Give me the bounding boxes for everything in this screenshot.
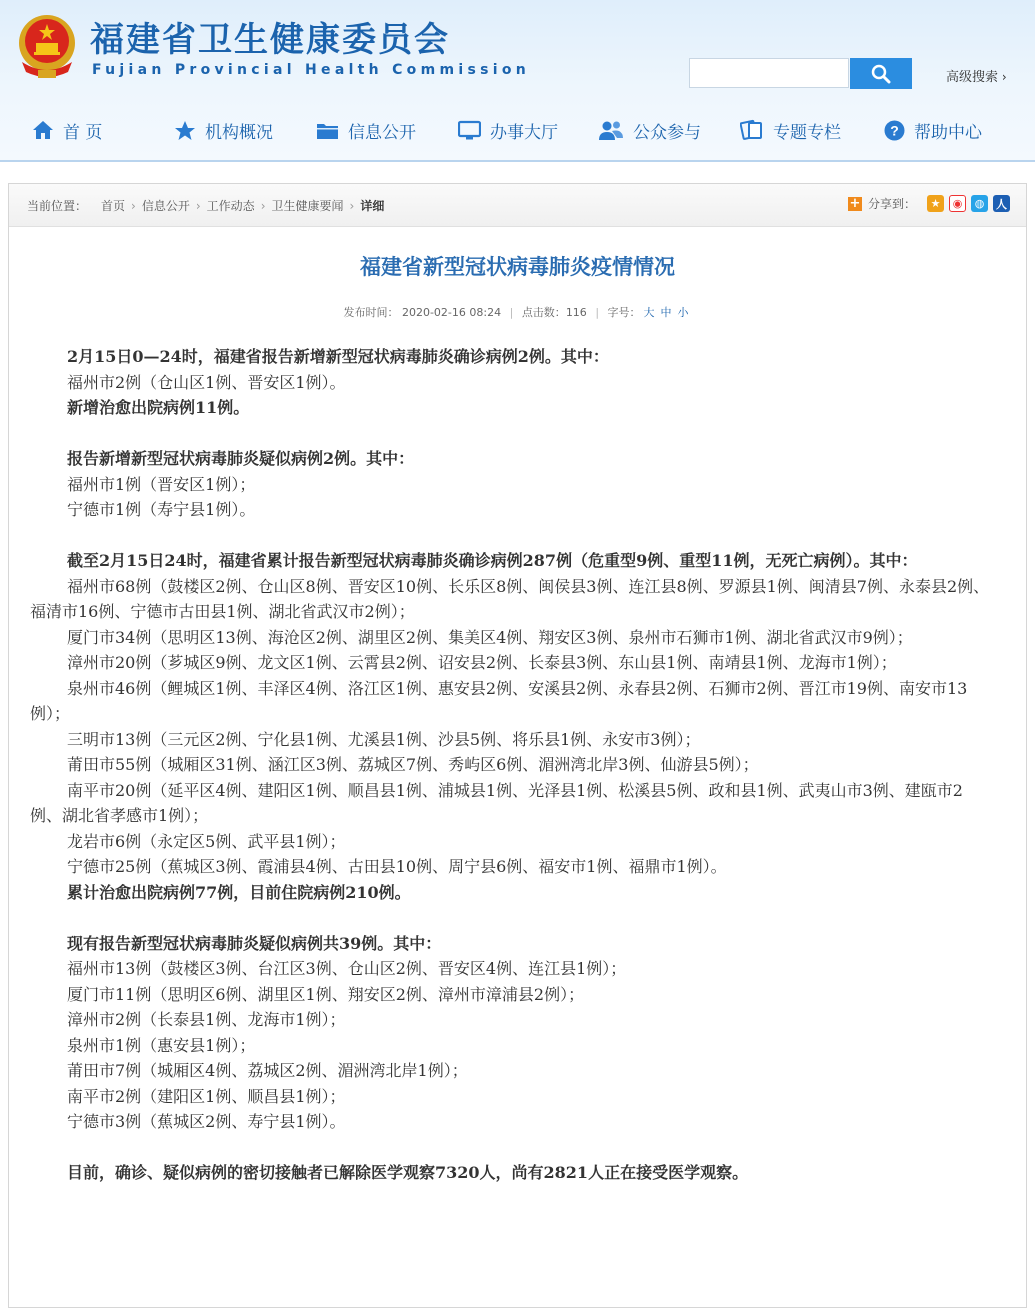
- svg-text:?: ?: [890, 122, 899, 138]
- paragraph-spacer: [30, 421, 990, 447]
- article-meta: [9, 304, 1026, 320]
- article-title: 福建省新型冠状病毒肺炎疫情情况: [360, 254, 675, 279]
- share-bar: [848, 195, 1010, 212]
- font-size-medium[interactable]: 中: [660, 306, 672, 319]
- breadcrumb-home[interactable]: 首页: [101, 199, 126, 213]
- search-input[interactable]: [689, 58, 849, 88]
- breadcrumb-info-public[interactable]: 信息公开: [141, 199, 190, 213]
- search-icon: [871, 64, 891, 84]
- breadcrumb-work-news[interactable]: 工作动态: [206, 199, 255, 213]
- nav-home[interactable]: [32, 116, 102, 144]
- home-icon: [32, 120, 54, 140]
- nav-label: 公众参与: [633, 122, 701, 143]
- article-paragraph: 南平市2例（建阳区1例、顺昌县1例）；: [67, 1086, 346, 1106]
- renren-share-icon[interactable]: 人: [993, 195, 1010, 212]
- article-paragraph: 福州市2例（仓山区1例、晋安区1例）。: [67, 372, 346, 392]
- article-paragraph: 福州市1例（晋安区1例）；: [67, 474, 256, 494]
- nav-label: 机构概况: [205, 122, 273, 143]
- font-size-large[interactable]: 大: [643, 306, 655, 319]
- article-paragraph: 宁德市3例（蕉城区2例、寿宁县1例）。: [67, 1112, 346, 1131]
- nav-info-public[interactable]: [316, 116, 416, 144]
- publish-time-label: 发布时间：: [343, 306, 399, 319]
- site-subtitle: Fujian Provincial Health Commission: [92, 62, 531, 78]
- click-count-label: 点击数：: [521, 306, 566, 319]
- chevron-right-icon: ›: [349, 198, 355, 213]
- paragraph-spacer: [30, 523, 990, 549]
- monitor-icon: [458, 120, 481, 141]
- article-paragraph: 三明市13例（三元区2例、宁化县1例、尤溪县1例、沙县5例、将乐县1例、永安市3例）；: [67, 729, 701, 749]
- article-paragraph: 2月15日0—24时，福建省报告新增新型冠状病毒肺炎确诊病例2例。其中：: [67, 347, 609, 366]
- share-plus-icon[interactable]: +: [849, 195, 861, 211]
- nav-label: 帮助中心: [914, 122, 982, 143]
- article-paragraph: 福州市68例（鼓楼区2例、仓山区8例、晋安区10例、长乐区8例、闽侯县3例、连江县8例、罗源县1例、闽清县7例、永泰县2例、福清市16例、宁德市古田县1例、湖北省武汉市2例）；: [30, 576, 990, 621]
- article-paragraph: 宁德市25例（蕉城区3例、霞浦县4例、古田县10例、周宁县6例、福安市1例、福鼎市1例）。: [67, 857, 727, 876]
- breadcrumb-prefix: 当前位置：: [27, 199, 88, 213]
- paragraph-spacer: [30, 905, 990, 931]
- nav-label: 专题专栏: [773, 122, 841, 143]
- publish-time: 2020-02-16 08:24: [401, 306, 502, 319]
- nav-label: 首 页: [63, 122, 103, 143]
- star-icon: [174, 120, 196, 141]
- nav-label: 办事大厅: [490, 122, 558, 143]
- site-title: 福建省卫生健康委员会: [90, 20, 450, 60]
- article-paragraph: 莆田市7例（城厢区4例、荔城区2例、湄洲湾北岸1例）；: [67, 1061, 468, 1080]
- search-button[interactable]: [850, 58, 912, 89]
- article-paragraph: 泉州市46例（鲤城区1例、丰泽区4例、洛江区1例、惠安县2例、安溪县2例、永春县2例、石狮市2例、晋江市19例、南安市13例）；: [30, 678, 968, 723]
- nav-help-center[interactable]: [884, 116, 982, 144]
- article-paragraph: 宁德市1例（寿宁县1例）。: [67, 500, 256, 519]
- paragraph-spacer: [30, 1135, 990, 1161]
- users-icon: [598, 120, 624, 141]
- article-paragraph: 漳州市20例（芗城区9例、龙文区1例、云霄县2例、诏安县2例、长泰县3例、东山县1例、南靖县1例、龙海市1例）；: [67, 653, 897, 672]
- chevron-right-icon: ›: [998, 70, 1007, 84]
- article-paragraph: 福州市13例（鼓楼区3例、台江区3例、仓山区2例、晋安区4例、连江县1例）；: [67, 959, 627, 978]
- nav-label: 信息公开: [348, 122, 416, 143]
- tencent-weibo-share-icon[interactable]: ◍: [971, 195, 988, 212]
- advanced-search-link[interactable]: [946, 66, 1007, 85]
- nav-service-hall[interactable]: [458, 116, 558, 144]
- article-body: [30, 344, 990, 1186]
- nav-topics[interactable]: [740, 116, 841, 144]
- article-paragraph: 厦门市11例（思明区6例、湖里区1例、翔安区2例、漳州市漳浦县2例）；: [67, 984, 585, 1004]
- breadcrumb-current: 详细: [360, 199, 385, 213]
- content-frame: [8, 183, 1027, 1308]
- nav-about[interactable]: [174, 116, 273, 144]
- article-paragraph: 莆田市55例（城厢区31例、涵江区3例、荔城区7例、秀屿区6例、湄洲湾北岸3例、仙游县5例）；: [67, 755, 759, 774]
- national-emblem-icon: [16, 12, 78, 82]
- chevron-right-icon: ›: [131, 198, 136, 213]
- folder-icon: [316, 121, 339, 140]
- main-nav: [0, 110, 1035, 150]
- chevron-right-icon: ›: [195, 198, 201, 213]
- article-paragraph: 厦门市34例（思明区13例、海沧区2例、湖里区2例、集美区4例、翔安区3例、泉州市石狮市1例、湖北省武汉市9例）；: [67, 627, 913, 647]
- site-header: [0, 0, 1035, 162]
- article-paragraph: 新增治愈出院病例11例。: [67, 398, 250, 417]
- meta-divider: |: [595, 306, 600, 319]
- topic-icon: [740, 119, 764, 141]
- article-paragraph: 现有报告新型冠状病毒肺炎疑似病例共39例。其中：: [67, 933, 442, 953]
- article-paragraph: 泉州市1例（惠安县1例）；: [67, 1035, 256, 1055]
- help-icon: [884, 120, 905, 141]
- article-paragraph: 漳州市2例（长泰县1例、龙海市1例）；: [67, 1010, 346, 1029]
- breadcrumb-health-news[interactable]: 卫生健康要闻: [271, 199, 344, 213]
- article-paragraph: 截至2月15日24时，福建省累计报告新型冠状病毒肺炎确诊病例287例（危重型9例、重型11例，无死亡病例）。其中：: [67, 551, 918, 570]
- click-count: 116: [565, 306, 587, 319]
- article-paragraph: 龙岩市6例（永定区5例、武平县1例）；: [67, 831, 346, 851]
- font-size-small[interactable]: 小: [677, 306, 689, 319]
- share-label: 分享到：: [867, 197, 916, 211]
- advanced-search-label: 高级搜索: [946, 70, 999, 85]
- nav-public-participation[interactable]: [598, 116, 701, 144]
- article-paragraph: 累计治愈出院病例77例，目前住院病例210例。: [67, 882, 411, 902]
- article-paragraph: 目前，确诊、疑似病例的密切接触者已解除医学观察7320人，尚有2821人正在接受医学观察。: [67, 1163, 749, 1182]
- chevron-right-icon: ›: [260, 198, 266, 213]
- breadcrumb-bar: [9, 184, 1026, 227]
- breadcrumb: [27, 197, 384, 214]
- qzone-share-icon[interactable]: ★: [927, 195, 944, 212]
- article-paragraph: 南平市20例（延平区4例、建阳区1例、顺昌县1例、浦城县1例、光泽县1例、松溪县5例、政和县1例、武夷山市3例、建瓯市2例、湖北省孝感市1例）；: [30, 780, 963, 825]
- font-size-label: 字号：: [607, 306, 641, 319]
- meta-divider: |: [509, 306, 514, 319]
- article-paragraph: 报告新增新型冠状病毒肺炎疑似病例2例。其中：: [67, 449, 415, 468]
- weibo-share-icon[interactable]: ◉: [949, 195, 966, 212]
